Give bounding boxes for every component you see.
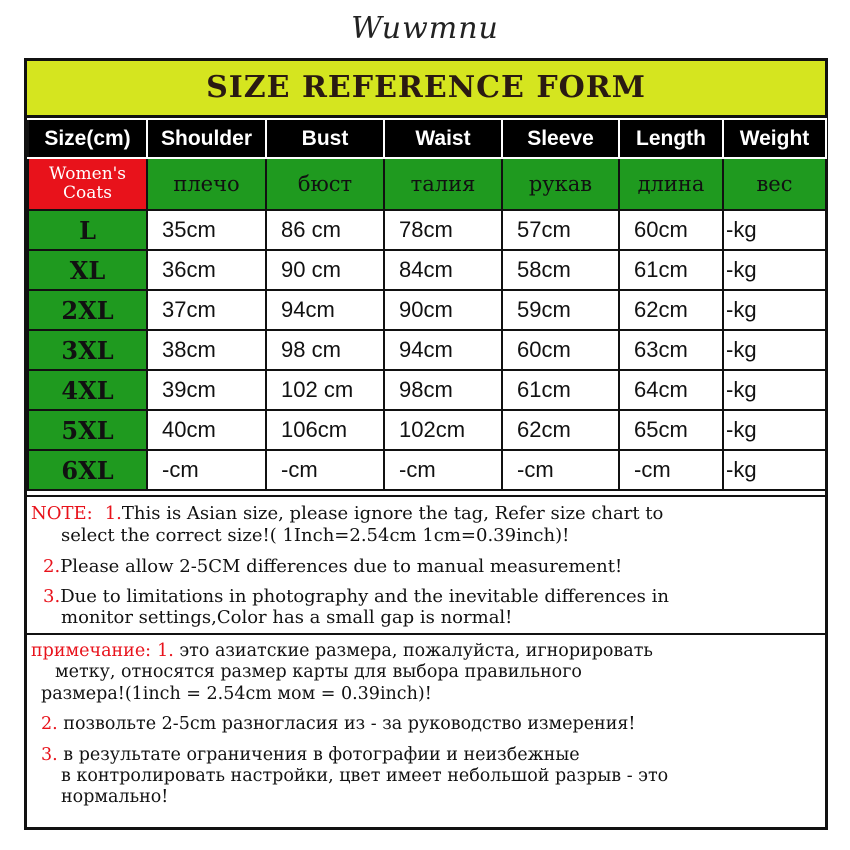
waist-value: 102cm — [384, 410, 502, 450]
note-ru-1-cont-b: размера!(1inch = 2.54cm мом = 0.39inch)! — [41, 684, 432, 704]
note-en-1 — [31, 503, 663, 524]
size-table — [27, 118, 827, 491]
page-title: SIZE REFERENCE FORM — [206, 70, 646, 105]
note-en-2-text: Please allow 2-5CM differences due to manual measurement! — [60, 556, 623, 577]
note-ru-2-number: 2. — [41, 714, 58, 734]
brand-logo — [0, 0, 850, 58]
sleeve-value: 59cm — [502, 290, 619, 330]
note-ru-3-cont-b: нормально! — [61, 787, 169, 807]
sleeve-value: 60cm — [502, 330, 619, 370]
note-ru-2-text: позвольте 2-5cm разногласия из - за руководство измерения! — [63, 714, 636, 734]
length-value: -cm — [619, 450, 723, 490]
length-value: 61cm — [619, 250, 723, 290]
brand-logo-text: Wuwmnu — [351, 11, 499, 46]
notes-russian — [27, 635, 825, 827]
category-label-line2: Coats — [63, 183, 112, 203]
note-ru-label: примечание: — [31, 641, 152, 661]
note-ru-2 — [41, 714, 635, 734]
note-en-2-number: 2. — [43, 556, 61, 577]
sleeve-value: 62cm — [502, 410, 619, 450]
bust-value: 94cm — [266, 290, 384, 330]
note-en-1-cont: select the correct size!( 1Inch=2.54cm 1cm=0.39inch)! — [61, 525, 570, 546]
bust-value: 90 cm — [266, 250, 384, 290]
length-value: 62cm — [619, 290, 723, 330]
note-en-3-number: 3. — [43, 586, 61, 607]
size-label: 6XL — [28, 450, 147, 490]
ru-header-bust: бюст — [266, 158, 384, 210]
waist-value: 90cm — [384, 290, 502, 330]
title-bar — [27, 61, 825, 118]
length-value: 64cm — [619, 370, 723, 410]
ru-header-shoulder: плечо — [147, 158, 266, 210]
header-sleeve: Sleeve — [502, 119, 619, 158]
notes-english — [27, 495, 825, 635]
table-row — [28, 370, 826, 410]
ru-header-waist: талия — [384, 158, 502, 210]
bust-value: 106cm — [266, 410, 384, 450]
weight-value: -kg — [723, 290, 826, 330]
shoulder-value: 35cm — [147, 210, 266, 250]
table-row — [28, 410, 826, 450]
bust-value: -cm — [266, 450, 384, 490]
waist-value: 84cm — [384, 250, 502, 290]
waist-value: 78cm — [384, 210, 502, 250]
shoulder-value: 37cm — [147, 290, 266, 330]
weight-value: -kg — [723, 250, 826, 290]
waist-value: 98cm — [384, 370, 502, 410]
ru-header-sleeve: рукав — [502, 158, 619, 210]
note-ru-1-text: это азиатские размера, пожалуйста, игнорировать — [179, 641, 653, 661]
header-length: Length — [619, 119, 723, 158]
table-header-row — [28, 119, 826, 158]
header-bust: Bust — [266, 119, 384, 158]
note-ru-1-cont-a: метку, относятся размер карты для выбора правильного — [55, 662, 582, 682]
note-ru-3-cont-a: в контролировать настройки, цвет имеет небольшой разрыв - это — [61, 766, 669, 786]
waist-value: 94cm — [384, 330, 502, 370]
sleeve-value: 61cm — [502, 370, 619, 410]
note-en-3-cont: monitor settings,Color has a small gap is normal! — [61, 607, 513, 628]
waist-value: -cm — [384, 450, 502, 490]
size-label: 5XL — [28, 410, 147, 450]
note-ru-3 — [41, 745, 580, 765]
length-value: 60cm — [619, 210, 723, 250]
shoulder-value: 38cm — [147, 330, 266, 370]
note-en-2 — [43, 556, 622, 577]
shoulder-value: 36cm — [147, 250, 266, 290]
size-label: L — [28, 210, 147, 250]
size-label: 2XL — [28, 290, 147, 330]
weight-value: -kg — [723, 370, 826, 410]
size-label: 4XL — [28, 370, 147, 410]
russian-header-row — [28, 158, 826, 210]
ru-header-length: длина — [619, 158, 723, 210]
note-en-label: NOTE: — [31, 503, 93, 524]
note-ru-3-text: в результате ограничения в фотографии и неизбежные — [63, 745, 580, 765]
category-label — [28, 158, 147, 210]
weight-value: -kg — [723, 410, 826, 450]
table-row — [28, 290, 826, 330]
note-en-3-text: Due to limitations in photography and the inevitable differences in — [60, 586, 669, 607]
header-weight: Weight — [723, 119, 826, 158]
note-en-1-text: This is Asian size, please ignore the tag, Refer size chart to — [121, 503, 664, 524]
sleeve-value: -cm — [502, 450, 619, 490]
length-value: 63cm — [619, 330, 723, 370]
weight-value: -kg — [723, 210, 826, 250]
sleeve-value: 58cm — [502, 250, 619, 290]
bust-value: 98 cm — [266, 330, 384, 370]
note-ru-3-number: 3. — [41, 745, 58, 765]
category-label-line1: Women's — [48, 164, 127, 184]
size-label: XL — [28, 250, 147, 290]
sleeve-value: 57cm — [502, 210, 619, 250]
size-rows — [28, 210, 826, 490]
bust-value: 86 cm — [266, 210, 384, 250]
length-value: 65cm — [619, 410, 723, 450]
table-row — [28, 450, 826, 490]
table-row — [28, 330, 826, 370]
size-label: 3XL — [28, 330, 147, 370]
ru-header-weight: вес — [723, 158, 826, 210]
header-waist: Waist — [384, 119, 502, 158]
note-ru-1 — [31, 641, 653, 661]
weight-value: -kg — [723, 450, 826, 490]
size-chart-frame — [24, 58, 828, 830]
note-en-1-number: 1. — [104, 503, 122, 524]
shoulder-value: -cm — [147, 450, 266, 490]
header-shoulder: Shoulder — [147, 119, 266, 158]
table-row — [28, 210, 826, 250]
note-en-3 — [43, 586, 669, 607]
shoulder-value: 39cm — [147, 370, 266, 410]
header-size: Size(cm) — [28, 119, 147, 158]
bust-value: 102 cm — [266, 370, 384, 410]
table-row — [28, 250, 826, 290]
weight-value: -kg — [723, 330, 826, 370]
note-ru-1-number: 1. — [157, 641, 174, 661]
shoulder-value: 40cm — [147, 410, 266, 450]
